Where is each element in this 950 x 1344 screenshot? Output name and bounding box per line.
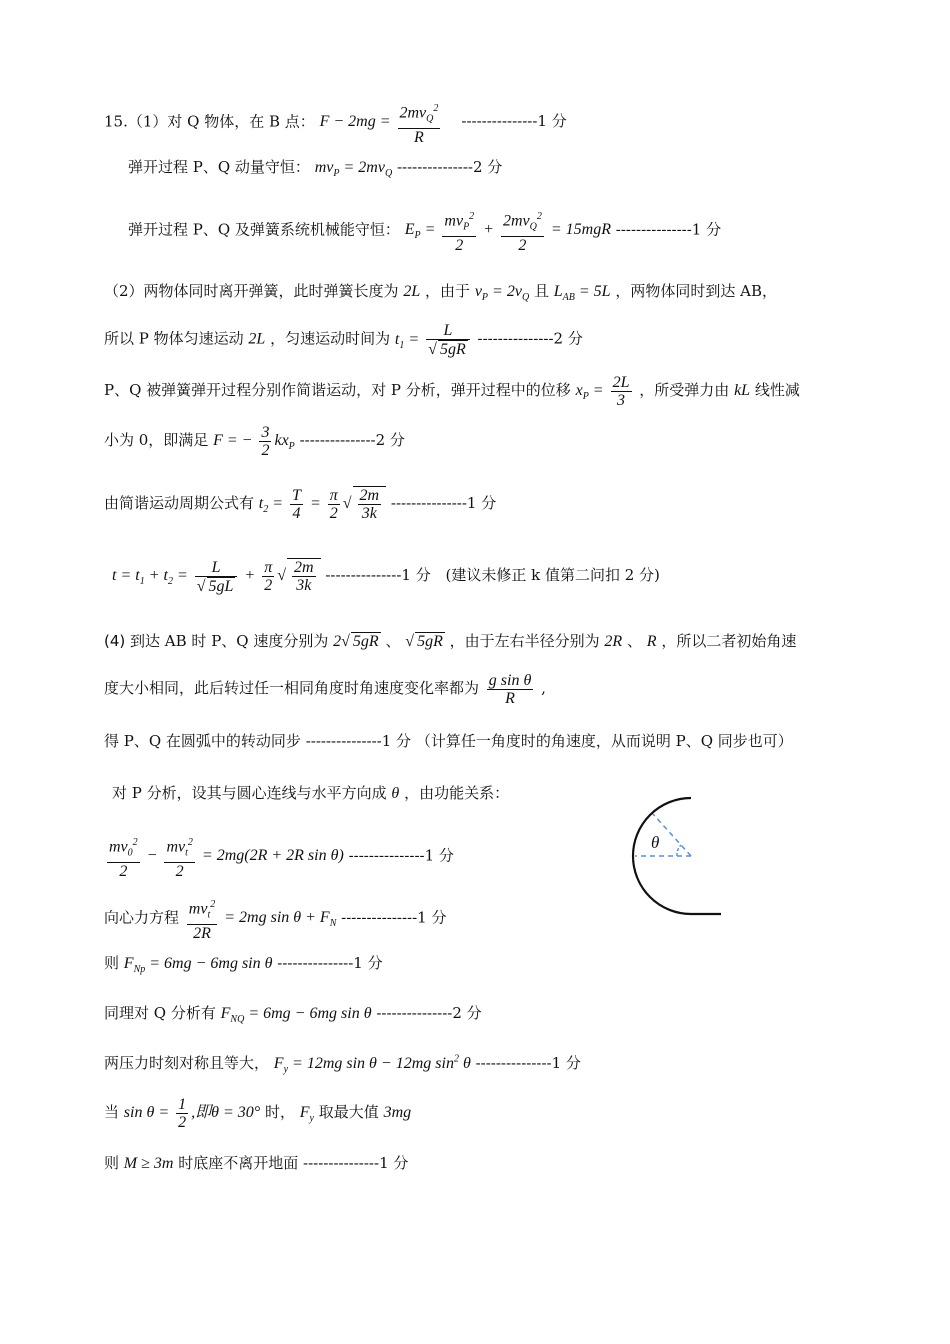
formula-momentum: $mv_P = 2mv_Q$ bbox=[314, 159, 393, 180]
text-l10f: ，所以二者初始角速 bbox=[661, 632, 797, 650]
score-l12: ---------------1 分 bbox=[305, 732, 412, 750]
formula-fy: $F_y = 12mg$ sin θ − 12mg $\sin^2 \theta$ bbox=[273, 1053, 471, 1076]
formula-vp: $v_P = 2v_Q$ bbox=[474, 283, 530, 304]
text-l7a: 小为 0，即满足 bbox=[104, 431, 209, 450]
text-l6a: P、Q 被弹簧弹开过程分别作简谐运动，对 P 分析，弹开过程中的位移 bbox=[104, 381, 571, 400]
text-l10e: 、 bbox=[626, 632, 642, 650]
formula-rate: $\frac{\text{g sin θ}}{R}$ bbox=[488, 672, 532, 707]
formula-3mg: 3mg bbox=[383, 1104, 412, 1122]
score-l7: ---------------2 分 bbox=[299, 431, 405, 450]
text-l13a: 对 P 分析，设其与圆心连线与水平方向成 bbox=[112, 784, 387, 802]
text-l4b: ，由于 bbox=[425, 282, 471, 300]
momentum-line bbox=[128, 156, 502, 179]
fnq-line bbox=[104, 1002, 482, 1025]
formula-centripetal: $\frac{mv_t^2}{2R}$ = 2mg $\sin \theta + F_N$ bbox=[184, 909, 337, 926]
uniform-motion-line bbox=[104, 322, 583, 358]
semicircle-figure bbox=[625, 790, 735, 930]
part4-line bbox=[104, 630, 796, 651]
score-l15: ---------------1 分 bbox=[341, 908, 447, 927]
text-l2: 弹开过程 P、Q 动量守恒： bbox=[128, 158, 310, 176]
text-l19c: 取最大值 bbox=[318, 1103, 379, 1122]
sync-line bbox=[104, 730, 793, 751]
formula-sin-half: sin θ = $\frac{1}{2}$ ,即θ = 30° bbox=[123, 1096, 261, 1131]
conclusion-line bbox=[104, 1152, 408, 1173]
text-l3: 弹开过程 P、Q 及弹簧系统机械能守恒： bbox=[128, 220, 400, 239]
text-l19a: 当 bbox=[104, 1103, 120, 1122]
note-l12: （计算任一角度时的角速度，从而说明 P、Q 同步也可） bbox=[415, 732, 793, 750]
text-l4c: 且 bbox=[533, 282, 549, 300]
formula-fnp: $F_{Np} = 6mg - 6mg$ sin θ bbox=[123, 955, 273, 976]
text-l12a: 得 P、Q 在圆弧中的转动同步 bbox=[104, 732, 301, 750]
energy-circle-line bbox=[104, 834, 454, 880]
text-l18a: 两压力时刻对称且等大， bbox=[104, 1054, 270, 1072]
formula-r: R bbox=[646, 633, 657, 650]
formula-2l: 2L bbox=[403, 283, 421, 300]
formula-2r: 2R bbox=[604, 633, 623, 650]
formula-t: $t = t_1 + t_2$ = $\frac{L}{√ 5gL}$ + $\frac{\pi}{2}$ √ $\frac{2m}{3k}$ bbox=[112, 567, 321, 584]
text-l19b: 时， bbox=[264, 1103, 295, 1122]
text-l8a: 由简谐运动周期公式有 bbox=[104, 494, 255, 513]
shm-line bbox=[104, 374, 800, 409]
fy-line bbox=[104, 1052, 581, 1075]
formula-2l-b: 2L bbox=[248, 330, 266, 348]
text-l10c: 、 bbox=[385, 632, 401, 650]
total-time-line bbox=[112, 558, 660, 595]
text-l11b: , bbox=[541, 679, 546, 698]
score-l18: ---------------1 分 bbox=[475, 1054, 581, 1072]
text-l10a: (4) bbox=[104, 632, 126, 650]
text-l5b: ，匀速运动时间为 bbox=[270, 329, 391, 348]
text-l4d: ，两物体同时到达 AB， bbox=[615, 282, 777, 300]
text-l20b: 时底座不离开地面 bbox=[178, 1154, 299, 1172]
text-l20a: 则 bbox=[104, 1154, 120, 1172]
angle-label: θ bbox=[651, 833, 660, 852]
text-l4a: （2）两物体同时离开弹簧，此时弹簧长度为 bbox=[104, 282, 399, 300]
formula-fy-label: $F_y$ bbox=[299, 1104, 314, 1125]
angle-arc bbox=[677, 845, 681, 856]
angular-rate-line bbox=[104, 672, 546, 707]
text-l1: 15.（1）对 Q 物体，在 B 点： bbox=[104, 112, 315, 131]
score-l20: ---------------1 分 bbox=[303, 1154, 409, 1172]
energy-line bbox=[128, 208, 721, 254]
score-l9: ---------------1 分 bbox=[325, 566, 431, 585]
text-l16a: 则 bbox=[104, 954, 120, 972]
q15-part1-line bbox=[104, 100, 567, 146]
formula-kl: kL bbox=[734, 382, 751, 400]
score-l16: ---------------1 分 bbox=[277, 954, 383, 972]
analysis-line bbox=[112, 782, 509, 803]
formula-vq-ab: √ 5gR bbox=[405, 633, 443, 650]
part2-line bbox=[104, 280, 777, 303]
formula-theta: θ bbox=[391, 785, 400, 802]
force-line bbox=[104, 424, 405, 459]
note-l9: (建议未修正 k 值第二问扣 2 分) bbox=[445, 566, 660, 585]
score-l5: ---------------2 分 bbox=[477, 329, 583, 348]
text-l11a: 度大小相同，此后转过任一相同角度时角速度变化率都为 bbox=[104, 679, 480, 698]
formula-f: F = − $\frac{3}{2}$ $kx_P$ bbox=[213, 424, 295, 459]
text-l13b: ，由功能关系： bbox=[404, 784, 510, 802]
formula-vp-ab: 2√ 5gR bbox=[333, 633, 379, 650]
score-l1: ---------------1 分 bbox=[461, 112, 567, 131]
score-l17: ---------------2 分 bbox=[376, 1004, 482, 1022]
formula-m-ge: M ≥ 3m bbox=[123, 1155, 174, 1172]
formula-energy: $E_P$ = $\frac{mv_P^2}{2}$ + $\frac{2mv_Q^2}{2}$ = 15mgR bbox=[405, 221, 611, 238]
score-l3: ---------------1 分 bbox=[615, 220, 722, 239]
text-l17a: 同理对 Q 分析有 bbox=[104, 1004, 216, 1022]
formula-force-b: F − 2mg = $\frac{2mv_Q^2}{R}$ bbox=[320, 113, 448, 130]
text-l6c: 线性减 bbox=[754, 381, 800, 400]
formula-fnq: $F_{NQ} = 6mg - 6mg$ sin θ bbox=[220, 1005, 372, 1026]
formula-energy-circle: $\frac{mv_0^2}{2}$ − $\frac{mv_t^2}{2}$ = 2mg(2R + 2R sin θ) bbox=[104, 847, 344, 864]
centripetal-line bbox=[104, 896, 446, 942]
max-line bbox=[104, 1096, 411, 1131]
text-l10b: 到达 AB 时 P、Q 速度分别为 bbox=[130, 632, 329, 650]
text-l5a: 所以 P 物体匀速运动 bbox=[104, 329, 244, 348]
text-l15a: 向心力方程 bbox=[104, 908, 180, 927]
period-line bbox=[104, 486, 496, 522]
formula-xp: $x_P$ = $\frac{2L}{3}$ bbox=[575, 374, 630, 409]
score-l2: ---------------2 分 bbox=[396, 158, 503, 176]
text-l10d: ，由于左右半径分别为 bbox=[449, 632, 600, 650]
formula-lab: $L_{AB} = 5L$ bbox=[553, 283, 611, 304]
text-l6b: ，所受弹力由 bbox=[639, 381, 730, 400]
fnp-line bbox=[104, 952, 383, 975]
score-l8: ---------------1 分 bbox=[390, 494, 497, 513]
formula-t2: $t_2$ = $\frac{T}{4}$ = $\frac{\pi}{2}$ √ $\frac{2m}{3k}$ bbox=[259, 495, 386, 512]
score-l14: ---------------1 分 bbox=[348, 846, 454, 865]
formula-t1: $t_1$ = $\frac{L}{√ 5gR}$ bbox=[395, 331, 473, 348]
